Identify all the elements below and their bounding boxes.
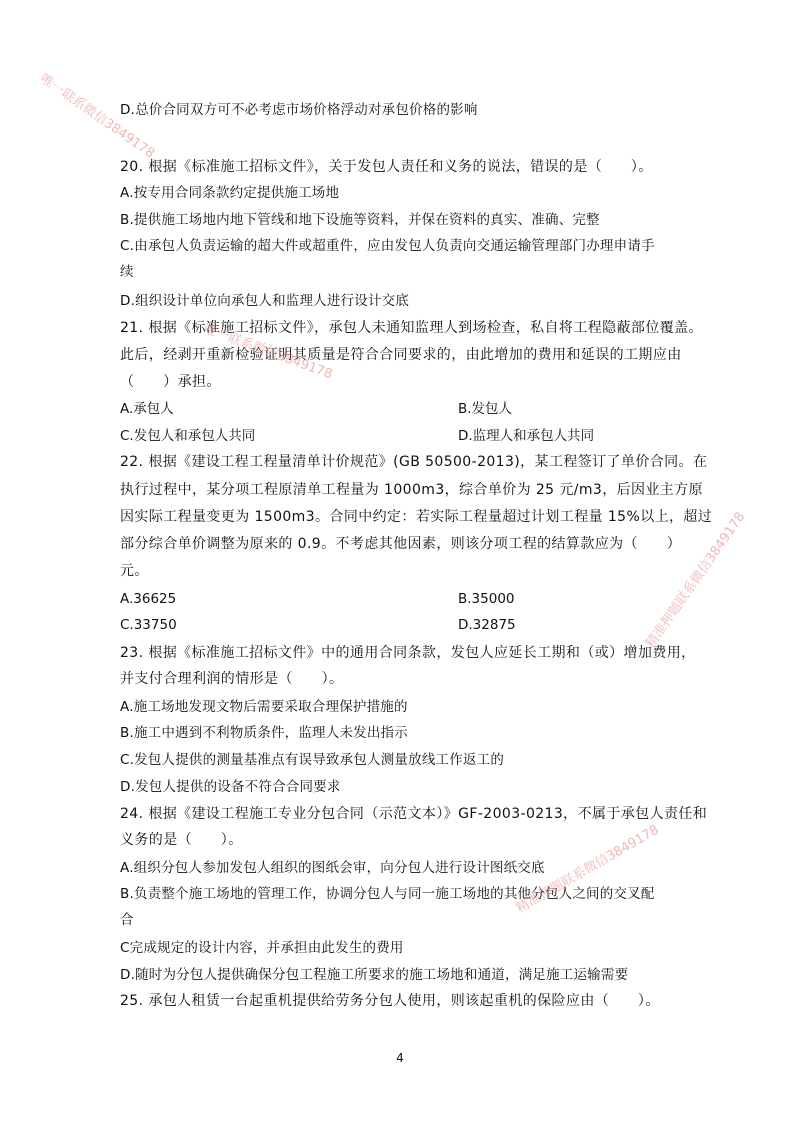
question-24-option-c: C完成规定的设计内容，并承担由此发生的费用	[120, 940, 404, 956]
question-21-text-line2: 此后，经剥开重新检验证明其质量是符合合同要求的，由此增加的费用和延误的工期应由	[120, 347, 682, 363]
question-22-text-line5: 元。	[120, 563, 149, 579]
question-24-text-line2: 义务的是（ ）。	[120, 832, 243, 848]
watermark: 唯一联系微信3849178	[37, 71, 158, 162]
question-24-option-b-cont: 合	[120, 912, 134, 928]
question-23-option-c: C.发包人提供的测量基准点有误导致承包人测量放线工作返工的	[120, 752, 505, 768]
question-22-option-c: C.33750	[120, 617, 177, 633]
question-23-text-line1: 23. 根据《标准施工招标文件》中的通用合同条款，发包人应延长工期和（或）增加费用，	[120, 645, 696, 661]
question-22-text-line2: 执行过程中，某分项工程原清单工程量为 1000m3，综合单价为 25 元/m3，后因业主方原	[120, 482, 703, 498]
question-20-option-d: D.组织设计单位向承包人和监理人进行设计交底	[120, 293, 410, 309]
watermark: 精准押题联系微信3849178	[643, 509, 749, 651]
question-22-text-line1: 22. 根据《建设工程工程量清单计价规范》(GB 50500-2013)，某工程签订了单价合同。在	[120, 454, 708, 470]
question-21-option-a: A.承包人	[120, 401, 174, 417]
page-number: 4	[396, 1051, 404, 1065]
question-24-option-a: A.组织分包人参加发包人组织的图纸会审，向分包人进行设计图纸交底	[120, 860, 545, 876]
question-24-text-line1: 24. 根据《建设工程施工专业分包合同（示范文本）》GF-2003-0213，不属于承包人责任和	[120, 806, 708, 822]
question-22-option-b: B.35000	[458, 591, 515, 607]
question-20-option-a: A.按专用合同条款约定提供施工场地	[120, 185, 340, 201]
question-21-option-c: C.发包人和承包人共同	[120, 428, 256, 444]
option-d-prev-question: D.总价合同双方可不必考虑市场价格浮动对承包价格的影响	[120, 102, 478, 118]
question-20-text: 20. 根据《标准施工招标文件》，关于发包人责任和义务的说法，错误的是（ ）。	[120, 159, 653, 175]
question-20-option-c-cont: 续	[120, 264, 134, 280]
watermark: 精准押题联系微信3849178	[514, 822, 662, 917]
watermark: 唯一联系微信3849178	[201, 321, 335, 383]
question-20-option-c: C.由承包人负责运输的超大件或超重件，应由发包人负责向交通运输管理部门办理申请手	[120, 238, 655, 254]
question-22-text-line3: 因实际工程量变更为 1500m3。合同中约定：若实际工程量超过计划工程量 15%以上，超过	[120, 509, 713, 525]
question-21-option-b: B.发包人	[458, 401, 513, 417]
question-23-text-line2: 并支付合理利润的情形是（ ）。	[120, 671, 344, 687]
question-22-option-d: D.32875	[458, 617, 516, 633]
question-22-text-line4: 部分综合单价调整为原来的 0.9。不考虑其他因素，则该分项工程的结算款应为（ ）	[120, 536, 682, 552]
question-20-option-b: B.提供施工场地内地下管线和地下设施等资料，并保在资料的真实、准确、完整	[120, 212, 600, 228]
question-21-text-line1: 21. 根据《标准施工招标文件》，承包人未通知监理人到场检查，私自将工程隐蔽部位覆盖。	[120, 320, 703, 336]
question-22-option-a: A.36625	[120, 591, 177, 607]
question-24-option-b: B.负责整个施工场地的管理工作，协调分包人与同一施工场地的其他分包人之间的交叉配	[120, 886, 655, 902]
question-21-option-d: D.监理人和承包人共同	[458, 428, 595, 444]
question-23-option-a: A.施工场地发现文物后需要采取合理保护措施的	[120, 699, 408, 715]
question-23-option-d: D.发包人提供的设备不符合合同要求	[120, 779, 341, 795]
question-21-text-line3: （ ）承担。	[120, 374, 221, 390]
question-24-option-d: D.随时为分包人提供确保分包工程施工所要求的施工场地和通道，满足施工运输需要	[120, 967, 629, 983]
question-25-text: 25. 承包人租赁一台起重机提供给劳务分包人使用，则该起重机的保险应由（ ）。	[120, 993, 660, 1009]
question-23-option-b: B.施工中遇到不利物质条件，监理人未发出指示	[120, 725, 408, 741]
